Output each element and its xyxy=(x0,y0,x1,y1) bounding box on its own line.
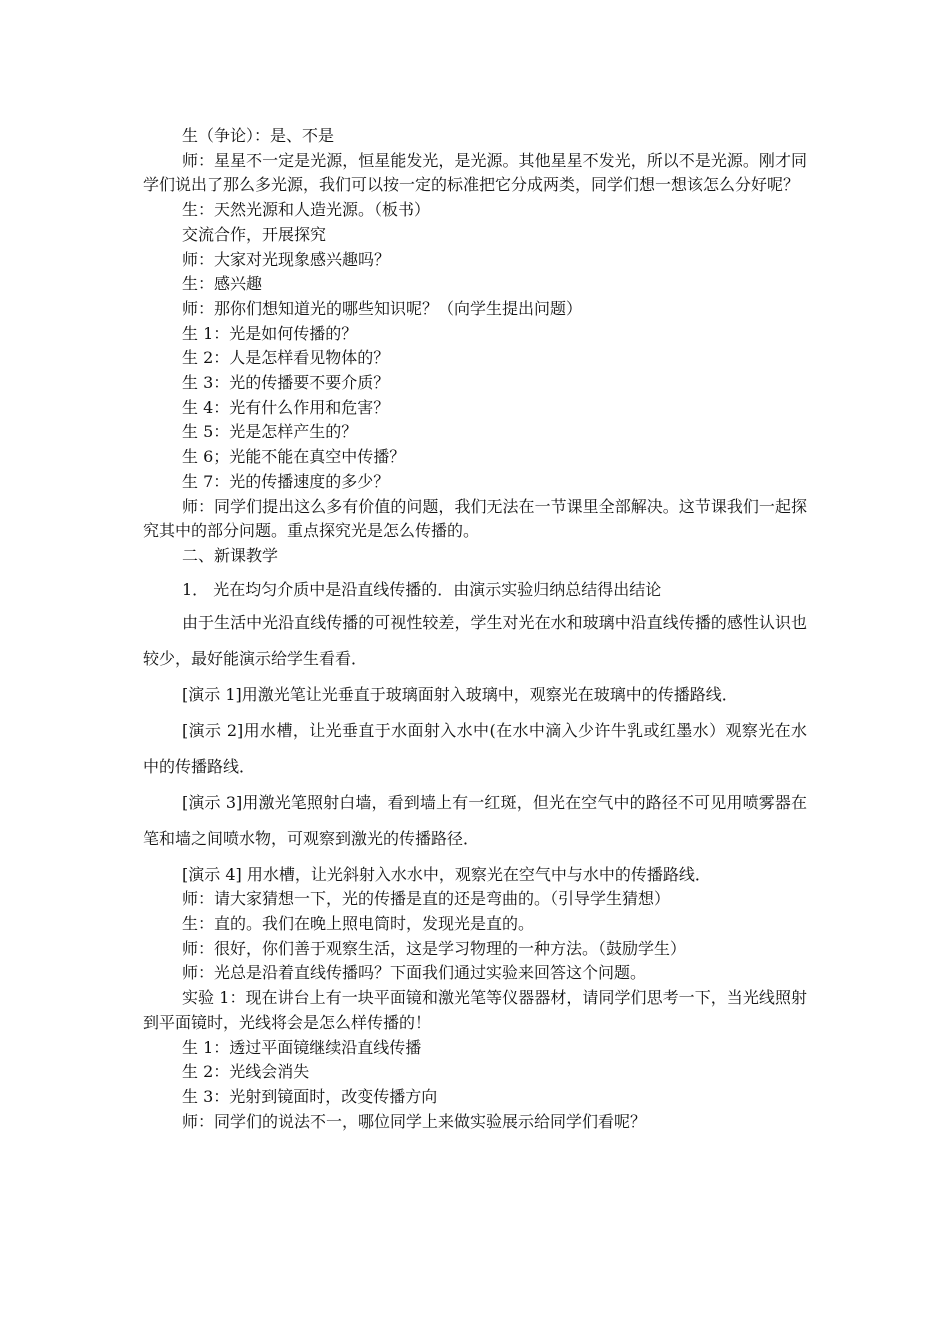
paragraph-8: 生 1：光是如何传播的？ xyxy=(182,323,358,343)
paragraph-28: 生 1：透过平面镜继续沿直线传播 xyxy=(182,1037,422,1057)
paragraph-14: 生 7：光的传播速度的多少？ xyxy=(182,471,390,491)
paragraph-6: 生：感兴趣 xyxy=(182,274,263,294)
paragraph-10: 生 3：光的传播要不要介质？ xyxy=(182,373,390,393)
paragraph-7: 师：那你们想知道光的哪些知识呢？（向学生提出问题） xyxy=(182,298,583,318)
paragraph-30: 生 3：光射到镜面时，改变传播方向 xyxy=(182,1086,438,1106)
demo-2: [演示 2]用水槽，让光垂直于水面射入水中(在水中滴入少许牛乳或红墨水）观察光在水中的传播路线． xyxy=(143,720,807,776)
paragraph-5: 师：大家对光现象感兴趣吗？ xyxy=(182,249,391,269)
paragraph-2: 师：星星不一定是光源，恒星能发光，是光源。其他星星不发光，所以不是光源。刚才同学们说出了那么多光源，我们可以按一定的标准把它分成两类，同学们想一想该怎么分好呢？ xyxy=(143,150,807,195)
paragraph-4: 交流合作，开展探究 xyxy=(182,224,327,244)
paragraph-13: 生 6；光能不能在真空中传播？ xyxy=(182,447,406,467)
paragraph-3: 生：天然光源和人造光源。（板书） xyxy=(182,200,431,220)
paragraph-31: 师：同学们的说法不一，哪位同学上来做实验展示给同学们看呢？ xyxy=(182,1111,647,1131)
paragraph-24: 生：直的。我们在晚上照电筒时，发现光是直的。 xyxy=(182,914,535,934)
paragraph-25: 师：很好，你们善于观察生活，这是学习物理的一种方法。（鼓励学生） xyxy=(182,938,687,958)
paragraph-23: 师：请大家猜想一下，光的传播是直的还是弯曲的。（引导学生猜想） xyxy=(182,889,671,909)
demo-3: [演示 3]用激光笔照射白墙，看到墙上有一红斑，但光在空气中的路径不可见用喷雾器在笔和墙之间喷水物，可观察到激光的传播路径． xyxy=(143,792,807,848)
section-heading-new-lesson: 二、新课教学 xyxy=(182,545,279,565)
paragraph-12: 生 5：光是怎样产生的？ xyxy=(182,422,358,442)
paragraph-17: 1． 光在均匀介质中是沿直线传播的．由演示实验归纳总结得出结论 xyxy=(182,579,662,599)
experiment-1: 实验 1：现在讲台上有一块平面镜和激光笔等仪器器材，请同学们思考一下，当光线照射到平面镜时，光线将会是怎么样传播的！ xyxy=(143,988,807,1032)
paragraph-11: 生 4：光有什么作用和危害？ xyxy=(182,397,390,417)
demo-1: [演示 1]用激光笔让光垂直于玻璃面射入玻璃中，观察光在玻璃中的传播路线． xyxy=(182,684,738,704)
paragraph-29: 生 2：光线会消失 xyxy=(182,1062,310,1082)
document-body xyxy=(143,124,807,1134)
demo-4: [演示 4] 用水槽，让光斜射入水水中，观察光在空气中与水中的传播路线． xyxy=(182,864,711,884)
paragraph-26: 师：光总是沿着直线传播吗？下面我们通过实验来回答这个问题。 xyxy=(182,963,647,983)
paragraph-15: 师：同学们提出这么多有价值的问题，我们无法在一节课里全部解决。这节课我们一起探究其中的部分问题。重点探究光是怎么传播的。 xyxy=(143,496,807,541)
paragraph-18: 由于生活中光沿直线传播的可视性较差，学生对光在水和玻璃中沿直线传播的感性认识也较少，最好能演示给学生看看． xyxy=(143,612,807,668)
paragraph-9: 生 2：人是怎样看见物体的？ xyxy=(182,348,390,368)
paragraph-1: 生（争论）：是、不是 xyxy=(182,126,335,145)
